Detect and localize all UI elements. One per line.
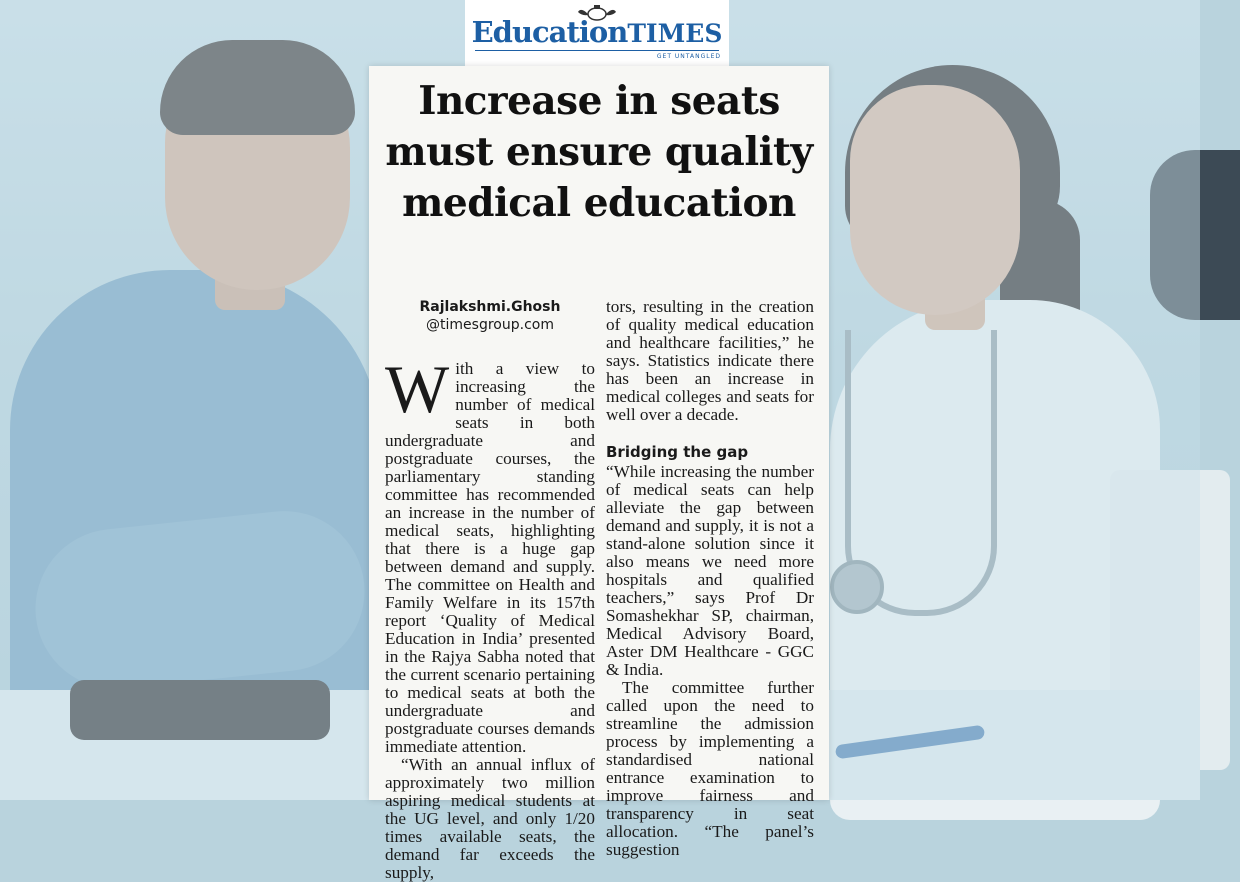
byline-name: Rajlakshmi.Ghosh bbox=[419, 299, 561, 315]
article-column-right bbox=[606, 298, 814, 859]
article-paragraph-3: tors, resulting in the creation of quality medical education and healthcare facilities,” he says. Statistics indicate there has been an increase in medical colleges and seats for well over a decade. bbox=[606, 297, 814, 424]
masthead-title bbox=[465, 15, 729, 49]
masthead-rule bbox=[475, 50, 719, 51]
article-column-left bbox=[385, 298, 595, 882]
drop-cap: W bbox=[385, 351, 450, 427]
masthead-tagline: GET UNTANGLED bbox=[656, 53, 721, 60]
article-paragraph-4: “While increasing the number of medical seats can help alleviate the gap between demand and supply, it is not a stand-alone solution since it also means we need more hospitals and qualified teachers,” says Prof Dr Somashekhar SP, chairman, Medical Advisory Board, Aster DM Healthcare - GGC & India. bbox=[606, 462, 814, 679]
article-paragraph-2: “With an annual influx of approximately two million aspiring medical students at the UG level, and only 1/20 times available seats, the demand far exceeds the supply, bbox=[385, 755, 595, 882]
masthead-title-main: Education bbox=[471, 15, 628, 49]
article-subhead: Bridging the gap bbox=[606, 443, 749, 461]
masthead-title-times: TIMES bbox=[627, 19, 723, 48]
byline bbox=[385, 298, 595, 334]
article-paragraph-1-text: ith a view to increasing the number of medical seats in both undergraduate and postgraduate courses, the parliamentary standing committee has recommended an increase in the number of medical seats, highlighting that there is a huge gap between demand and supply. The committee on Health and Family Welfare in its 157th report ‘Quality of Medical Education in India’ presented in the Rajya Sabha noted that the current scenario pertaining to medical seats at both the undergraduate and postgraduate courses demands immediate attention. bbox=[385, 359, 595, 756]
article-paragraph-1 bbox=[385, 351, 595, 756]
byline-org: @timesgroup.com bbox=[426, 317, 554, 333]
article-paragraph-5: The committee further called upon the need to streamline the admission process by implementing a standardised national entrance examination to improve fairness and transparency in seat allocation. “The panel’s suggestion bbox=[606, 678, 814, 859]
masthead bbox=[465, 0, 729, 66]
article-headline: Increase in seats must ensure quality medical education bbox=[385, 78, 813, 226]
newspaper-clipping bbox=[369, 66, 829, 882]
